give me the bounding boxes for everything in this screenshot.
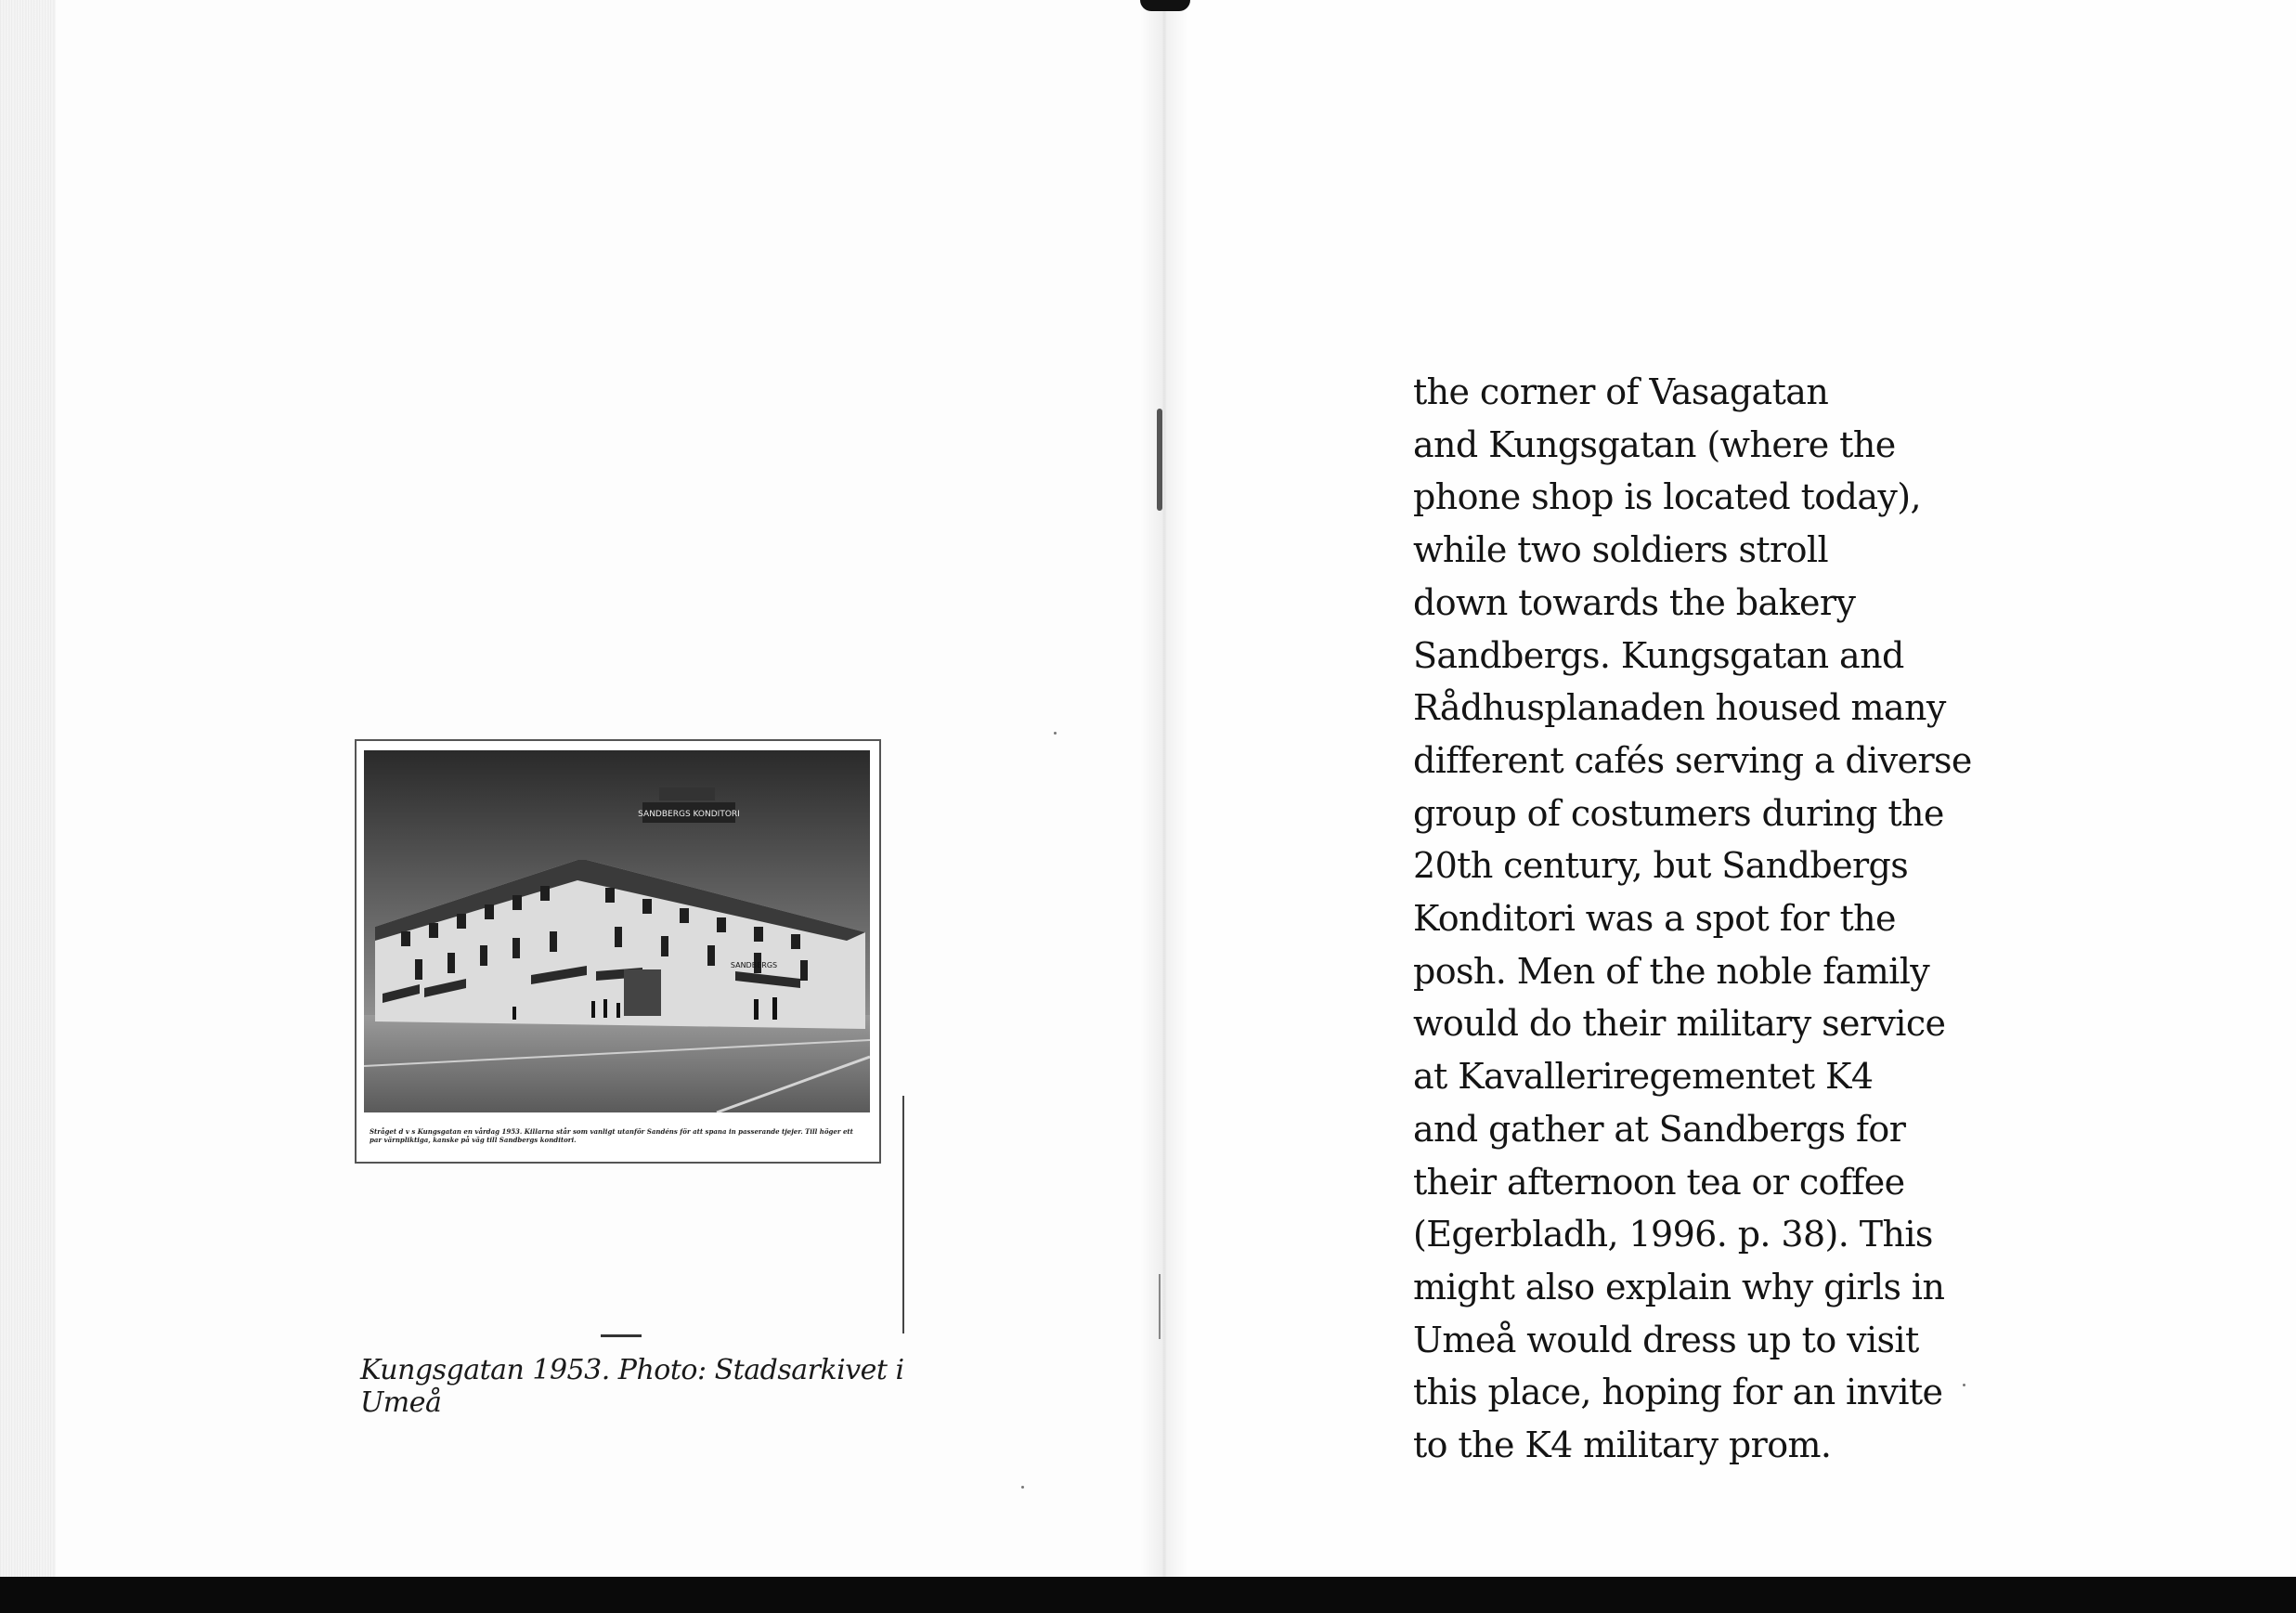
- page-edges: [0, 0, 56, 1579]
- photo-credit: Kungsgatan 1953. Photo: Stadsarkivet i Umeå: [360, 1354, 904, 1419]
- scan-border: [0, 1577, 2296, 1613]
- divider: [601, 1334, 642, 1337]
- photo-frame: [355, 739, 881, 1164]
- photo-sign-awning: SANDBERGS: [730, 961, 778, 969]
- photo-sign-top: SANDBERGS KONDITORI: [638, 810, 740, 819]
- building-photo: [364, 750, 870, 1112]
- photo-inline-caption: Stråget d v s Kungsgatan en vårdag 1953. Killarna står som vanligt utanför Sandéns för att spana in passerande tjejer. Till höger ett par värnpliktiga, kanske på väg till Sandbergs konditori.: [370, 1127, 853, 1144]
- gutter-shadow: [1140, 0, 1188, 1579]
- paper-speck: [1054, 732, 1057, 735]
- left-page: [0, 0, 1164, 1579]
- binding-clip: [1140, 0, 1190, 11]
- gutter-edge: [1159, 1274, 1161, 1339]
- binding-thread: [1157, 409, 1162, 511]
- paper-speck: [1021, 1486, 1024, 1489]
- frame-line: [902, 1096, 904, 1333]
- body-paragraph: the corner of Vasagatan and Kungsgatan (where the phone shop is located today), while two soldiers stroll down towards the bakery Sandbergs. Kungsgatan and Rådhusplanaden housed many different cafés serving a diverse group of costumers during the 20th century, but Sandbergs Konditori was a spot for the posh. Men of the noble family would do their military service at Kavalleriregementet K4 and gather at Sandbergs for their afternoon tea or coffee (Egerbladh, 1996. p. 38). This might also explain why girls in Umeå would dress up to visit this place, hoping for an invite to the K4 military prom.: [1413, 371, 1972, 1466]
